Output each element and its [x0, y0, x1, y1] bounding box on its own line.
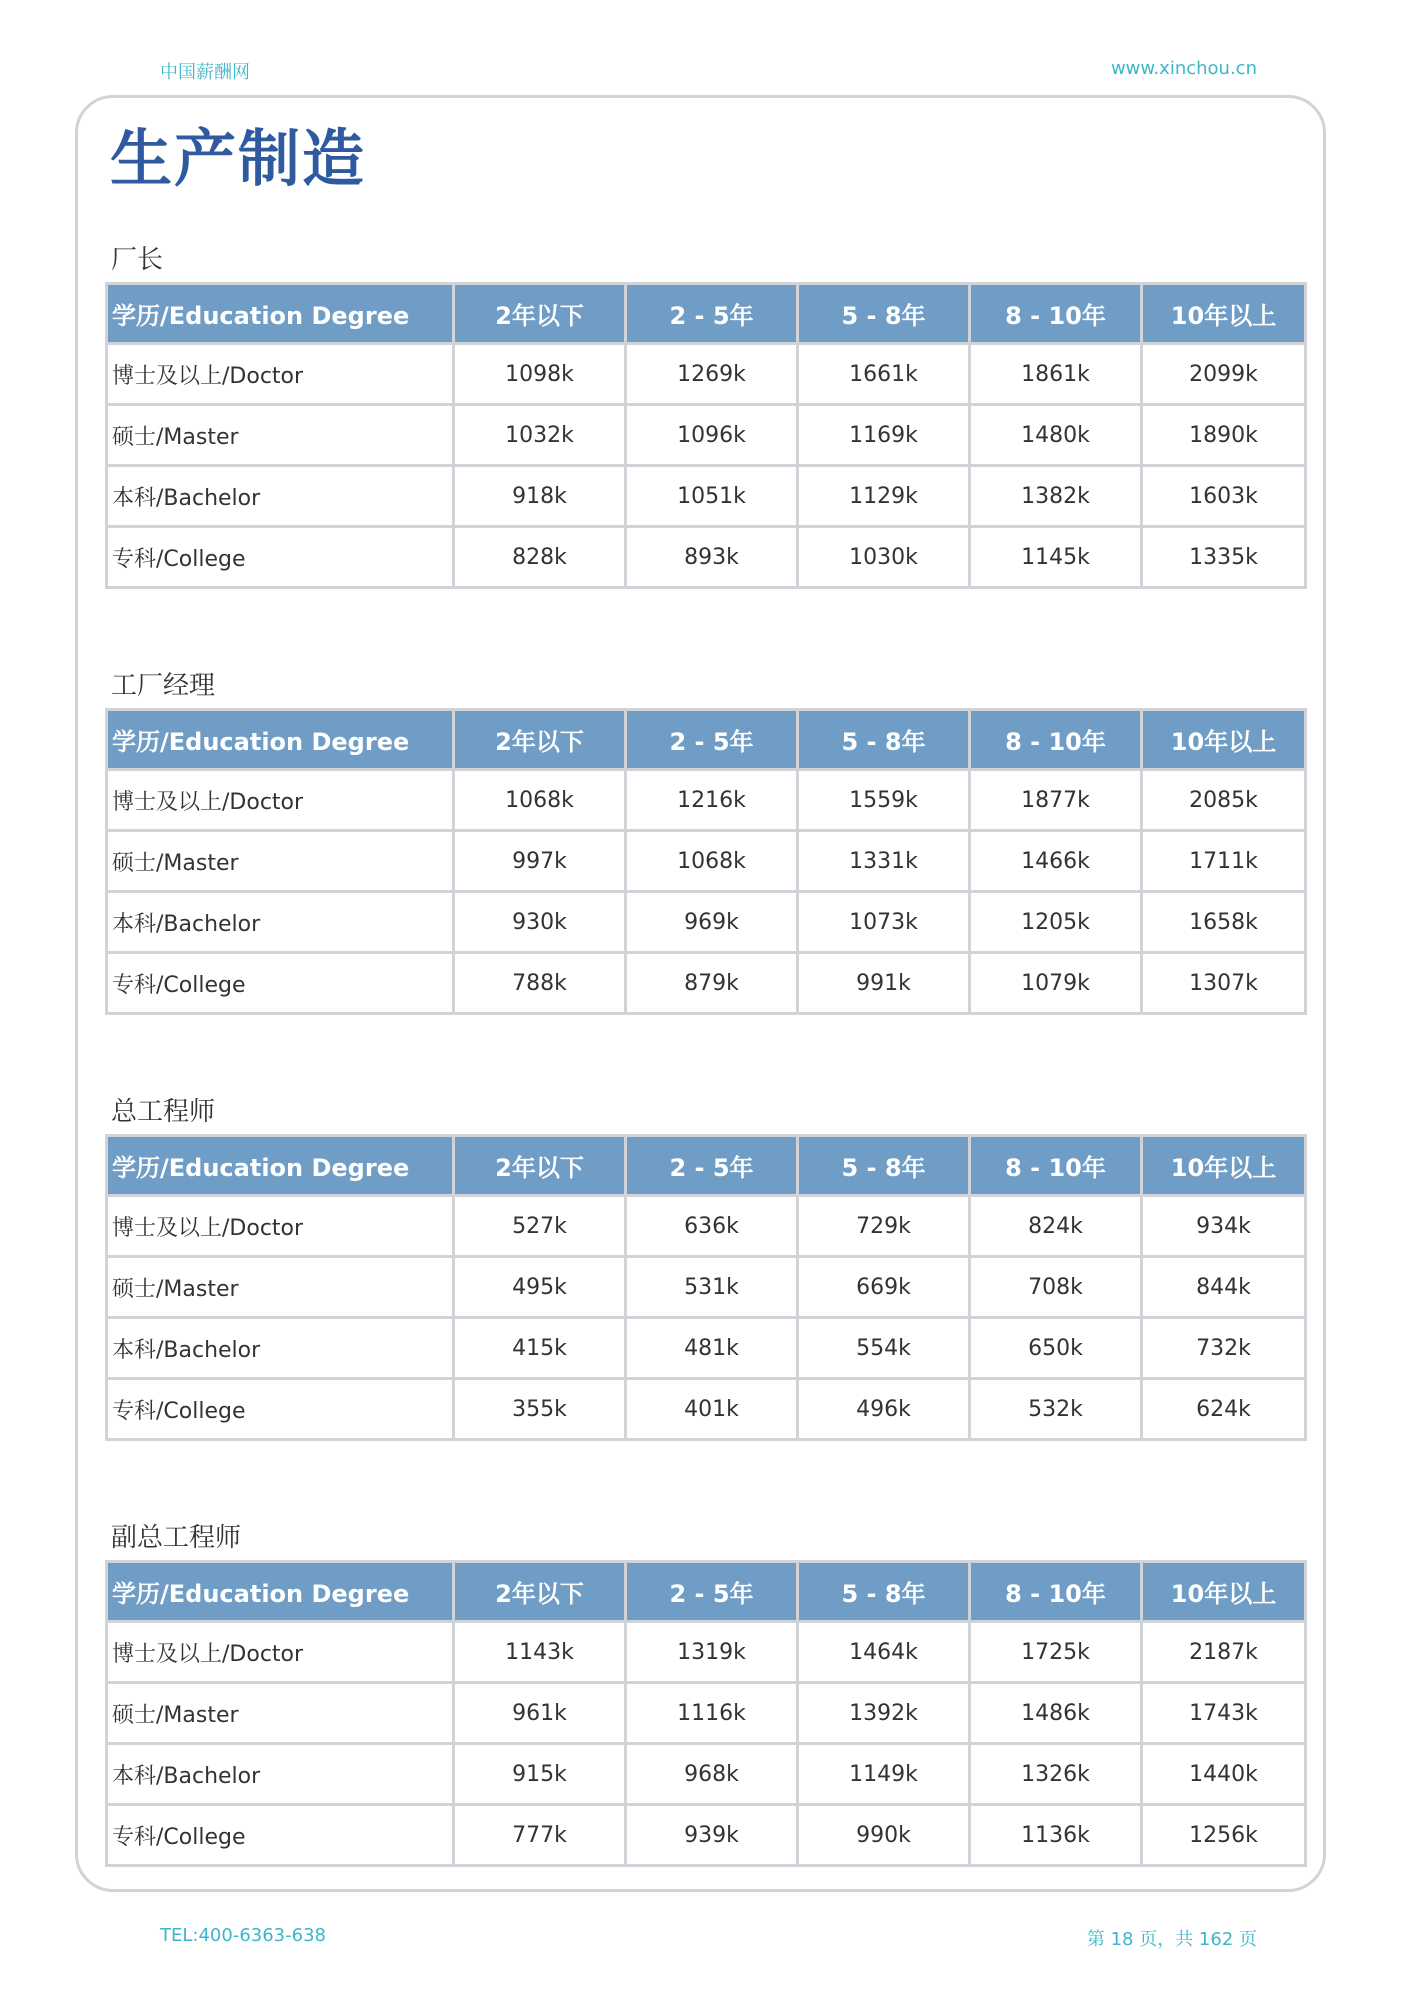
salary-section [105, 238, 1304, 589]
salary-cell: 415k [454, 1318, 626, 1379]
column-header: 2年以下 [454, 1562, 626, 1622]
footer-page-info: 第 18 页，共 162 页 [1086, 1929, 1257, 1950]
salary-cell: 930k [454, 892, 626, 953]
column-header: 5 - 8年 [798, 1562, 970, 1622]
degree-cell: 硕士/Master [107, 405, 454, 466]
degree-cell: 专科/College [107, 1379, 454, 1440]
table-row [107, 770, 1306, 831]
salary-cell: 650k [970, 1318, 1142, 1379]
table-row [107, 1379, 1306, 1440]
salary-cell: 2187k [1142, 1622, 1306, 1683]
salary-cell: 824k [970, 1196, 1142, 1257]
salary-cell: 997k [454, 831, 626, 892]
salary-cell: 1890k [1142, 405, 1306, 466]
degree-cell: 硕士/Master [107, 831, 454, 892]
salary-cell: 1382k [970, 466, 1142, 527]
salary-cell: 708k [970, 1257, 1142, 1318]
section-title: 厂长 [111, 245, 164, 275]
salary-cell: 1335k [1142, 527, 1306, 588]
salary-cell: 1307k [1142, 953, 1306, 1014]
salary-cell: 1319k [626, 1622, 798, 1683]
table-row [107, 1622, 1306, 1683]
column-header: 10年以上 [1142, 710, 1306, 770]
salary-cell: 1098k [454, 344, 626, 405]
column-header: 8 - 10年 [970, 1136, 1142, 1196]
salary-cell: 1466k [970, 831, 1142, 892]
header-url[interactable]: www.xinchou.cn [1110, 58, 1257, 79]
salary-cell: 1743k [1142, 1683, 1306, 1744]
table-row [107, 1683, 1306, 1744]
salary-cell: 532k [970, 1379, 1142, 1440]
table-header-row [107, 1562, 1306, 1622]
salary-cell: 1116k [626, 1683, 798, 1744]
table-row [107, 1257, 1306, 1318]
salary-cell: 1440k [1142, 1744, 1306, 1805]
salary-cell: 1145k [970, 527, 1142, 588]
column-header: 5 - 8年 [798, 710, 970, 770]
salary-cell: 355k [454, 1379, 626, 1440]
salary-cell: 1877k [970, 770, 1142, 831]
salary-cell: 934k [1142, 1196, 1306, 1257]
section-title: 工厂经理 [111, 671, 216, 701]
salary-cell: 554k [798, 1318, 970, 1379]
salary-cell: 1559k [798, 770, 970, 831]
salary-cell: 918k [454, 466, 626, 527]
salary-cell: 1331k [798, 831, 970, 892]
salary-cell: 991k [798, 953, 970, 1014]
column-header: 2年以下 [454, 1136, 626, 1196]
salary-cell: 1143k [454, 1622, 626, 1683]
salary-cell: 1480k [970, 405, 1142, 466]
salary-section [105, 1090, 1304, 1441]
column-header: 10年以上 [1142, 1136, 1306, 1196]
column-header: 2 - 5年 [626, 710, 798, 770]
salary-cell: 969k [626, 892, 798, 953]
degree-cell: 硕士/Master [107, 1257, 454, 1318]
table-row [107, 344, 1306, 405]
column-header: 8 - 10年 [970, 284, 1142, 344]
salary-table [105, 1134, 1307, 1441]
salary-cell: 893k [626, 527, 798, 588]
salary-cell: 1658k [1142, 892, 1306, 953]
salary-cell: 1032k [454, 405, 626, 466]
salary-section [105, 1516, 1304, 1867]
salary-cell: 1068k [454, 770, 626, 831]
salary-cell: 879k [626, 953, 798, 1014]
salary-section [105, 664, 1304, 1015]
salary-cell: 481k [626, 1318, 798, 1379]
salary-cell: 1205k [970, 892, 1142, 953]
salary-cell: 2099k [1142, 344, 1306, 405]
degree-cell: 本科/Bachelor [107, 466, 454, 527]
salary-cell: 1269k [626, 344, 798, 405]
table-row [107, 892, 1306, 953]
table-header-row [107, 284, 1306, 344]
footer-tel: TEL:400-6363-638 [160, 1925, 326, 1946]
salary-cell: 828k [454, 527, 626, 588]
table-row [107, 1318, 1306, 1379]
degree-cell: 专科/College [107, 527, 454, 588]
salary-cell: 1068k [626, 831, 798, 892]
salary-cell: 788k [454, 953, 626, 1014]
table-header-row [107, 710, 1306, 770]
salary-cell: 1216k [626, 770, 798, 831]
salary-cell: 636k [626, 1196, 798, 1257]
column-header: 2年以下 [454, 284, 626, 344]
column-header: 8 - 10年 [970, 710, 1142, 770]
salary-cell: 1326k [970, 1744, 1142, 1805]
table-row [107, 527, 1306, 588]
salary-cell: 531k [626, 1257, 798, 1318]
degree-cell: 本科/Bachelor [107, 1744, 454, 1805]
salary-cell: 1603k [1142, 466, 1306, 527]
salary-cell: 1136k [970, 1805, 1142, 1866]
salary-cell: 401k [626, 1379, 798, 1440]
salary-cell: 1169k [798, 405, 970, 466]
table-row [107, 1805, 1306, 1866]
salary-cell: 1096k [626, 405, 798, 466]
column-header: 8 - 10年 [970, 1562, 1142, 1622]
column-header: 5 - 8年 [798, 1136, 970, 1196]
salary-cell: 495k [454, 1257, 626, 1318]
salary-cell: 1464k [798, 1622, 970, 1683]
salary-cell: 1051k [626, 466, 798, 527]
salary-cell: 1486k [970, 1683, 1142, 1744]
salary-table [105, 282, 1307, 589]
table-row [107, 831, 1306, 892]
column-header: 学历/Education Degree [107, 710, 454, 770]
salary-cell: 939k [626, 1805, 798, 1866]
salary-cell: 1392k [798, 1683, 970, 1744]
degree-cell: 专科/College [107, 953, 454, 1014]
salary-cell: 2085k [1142, 770, 1306, 831]
salary-cell: 1256k [1142, 1805, 1306, 1866]
column-header: 2 - 5年 [626, 1562, 798, 1622]
table-row [107, 405, 1306, 466]
salary-cell: 624k [1142, 1379, 1306, 1440]
degree-cell: 博士及以上/Doctor [107, 1622, 454, 1683]
salary-cell: 1079k [970, 953, 1142, 1014]
degree-cell: 专科/College [107, 1805, 454, 1866]
degree-cell: 博士及以上/Doctor [107, 344, 454, 405]
salary-cell: 669k [798, 1257, 970, 1318]
table-row [107, 953, 1306, 1014]
page-title: 生产制造 [110, 122, 367, 195]
salary-cell: 527k [454, 1196, 626, 1257]
degree-cell: 本科/Bachelor [107, 892, 454, 953]
salary-cell: 1711k [1142, 831, 1306, 892]
table-header-row [107, 1136, 1306, 1196]
salary-cell: 729k [798, 1196, 970, 1257]
salary-table [105, 708, 1307, 1015]
table-row [107, 1196, 1306, 1257]
salary-cell: 1030k [798, 527, 970, 588]
salary-cell: 961k [454, 1683, 626, 1744]
column-header: 10年以上 [1142, 284, 1306, 344]
salary-cell: 1725k [970, 1622, 1142, 1683]
column-header: 2 - 5年 [626, 284, 798, 344]
salary-cell: 496k [798, 1379, 970, 1440]
column-header: 学历/Education Degree [107, 284, 454, 344]
column-header: 2年以下 [454, 710, 626, 770]
section-title: 总工程师 [111, 1097, 216, 1127]
header-brand: 中国薪酬网 [160, 62, 250, 83]
column-header: 10年以上 [1142, 1562, 1306, 1622]
degree-cell: 博士及以上/Doctor [107, 1196, 454, 1257]
salary-table [105, 1560, 1307, 1867]
salary-cell: 1149k [798, 1744, 970, 1805]
salary-cell: 1661k [798, 344, 970, 405]
section-title: 副总工程师 [111, 1523, 242, 1553]
table-row [107, 1744, 1306, 1805]
salary-cell: 1861k [970, 344, 1142, 405]
column-header: 2 - 5年 [626, 1136, 798, 1196]
salary-cell: 1129k [798, 466, 970, 527]
salary-cell: 844k [1142, 1257, 1306, 1318]
salary-cell: 1073k [798, 892, 970, 953]
salary-cell: 732k [1142, 1318, 1306, 1379]
column-header: 学历/Education Degree [107, 1562, 454, 1622]
salary-cell: 968k [626, 1744, 798, 1805]
salary-cell: 990k [798, 1805, 970, 1866]
column-header: 5 - 8年 [798, 284, 970, 344]
degree-cell: 本科/Bachelor [107, 1318, 454, 1379]
table-row [107, 466, 1306, 527]
salary-cell: 915k [454, 1744, 626, 1805]
salary-cell: 777k [454, 1805, 626, 1866]
degree-cell: 博士及以上/Doctor [107, 770, 454, 831]
degree-cell: 硕士/Master [107, 1683, 454, 1744]
column-header: 学历/Education Degree [107, 1136, 454, 1196]
